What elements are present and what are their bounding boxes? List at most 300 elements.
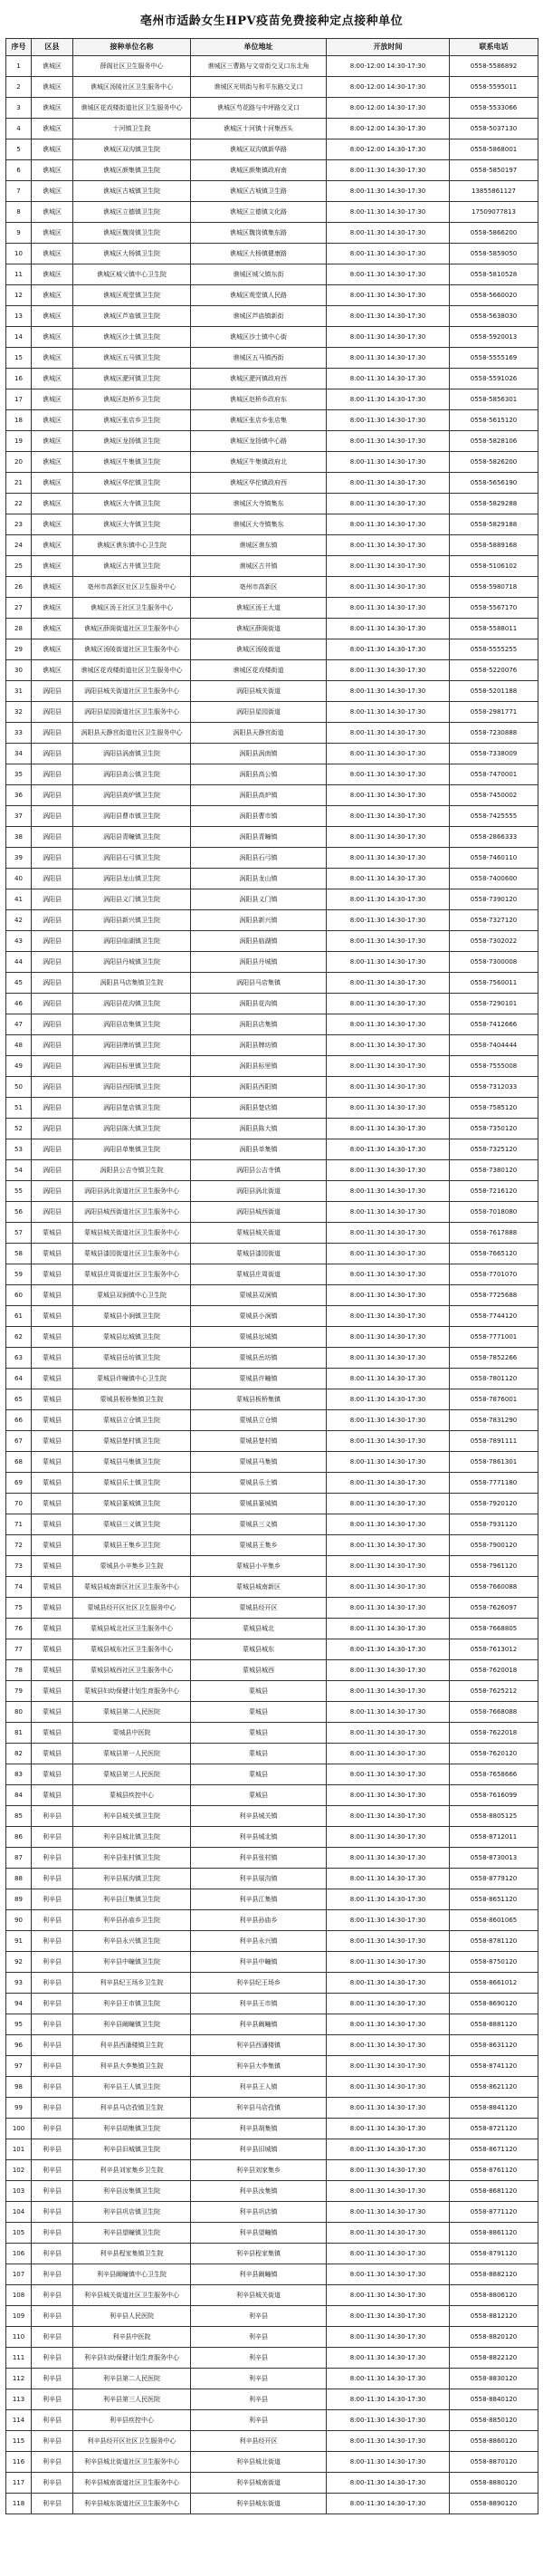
cell-phone: 0558-7626097 [450,1598,538,1619]
cell-address: 利辛县孙庙乡 [191,1910,327,1931]
cell-district: 谯城区 [32,410,73,431]
cell-address: 谯城区薛阁街道 [191,619,327,639]
cell-phone: 0558-7460110 [450,848,538,869]
cell-index: 15 [6,348,32,369]
cell-phone: 0558-7831290 [450,1410,538,1431]
cell-district: 涡阳县 [32,1160,73,1181]
cell-phone: 0558-7771001 [450,1327,538,1348]
cell-site-name: 涡阳县花沟镇卫生院 [73,994,191,1014]
cell-address: 涡阳县涡南镇 [191,744,327,764]
cell-site-name: 利辛县第二人民医院 [73,2369,191,2389]
cell-district: 谯城区 [32,139,73,160]
table-row [6,1556,538,1577]
cell-site-name: 谯城区花戏楼街道社区卫生服务中心 [73,660,191,681]
cell-address: 利辛县刘家集乡 [191,2160,327,2181]
cell-district: 蒙城县 [32,1556,73,1577]
cell-index: 96 [6,2035,32,2056]
table-row [6,931,538,952]
cell-index: 53 [6,1139,32,1160]
column-header-district: 区县 [32,39,73,56]
cell-site-name: 谯城区赵桥乡卫生院 [73,389,191,410]
cell-phone: 0558-8771120 [450,2202,538,2223]
cell-phone: 0558-2981771 [450,702,538,723]
cell-site-name: 谯城区城父镇中心卫生院 [73,264,191,285]
cell-address: 涡阳县青疃镇 [191,827,327,848]
cell-hours: 8:00-11:30 14:30-17:30 [327,431,450,452]
table-row [6,2431,538,2452]
table-row [6,264,538,285]
cell-index: 41 [6,889,32,910]
table-row [6,160,538,181]
cell-district: 蒙城县 [32,1598,73,1619]
cell-site-name: 涡阳县曹市镇卫生院 [73,806,191,827]
cell-site-name: 涡阳县龙山镇卫生院 [73,869,191,889]
cell-index: 20 [6,452,32,473]
table-row [6,952,538,973]
cell-hours: 8:00-11:30 14:30-17:30 [327,2035,450,2056]
cell-site-name: 蒙城县城西社区卫生服务中心 [73,1660,191,1681]
table-row [6,1139,538,1160]
column-header-address: 单位地址 [191,39,327,56]
cell-address: 谯城区汤陵街道 [191,639,327,660]
table-row [6,1744,538,1764]
cell-hours: 8:00-11:30 14:30-17:30 [327,869,450,889]
cell-phone: 0558-8841120 [450,2098,538,2119]
cell-hours: 8:00-11:30 14:30-17:30 [327,1785,450,1806]
cell-hours: 8:00-11:30 14:30-17:30 [327,348,450,369]
cell-district: 蒙城县 [32,1389,73,1410]
cell-hours: 8:00-11:30 14:30-17:30 [327,1577,450,1598]
cell-phone: 0558-7327120 [450,910,538,931]
cell-site-name: 涡阳县马店集镇卫生院 [73,973,191,994]
cell-hours: 8:00-11:30 14:30-17:30 [327,2139,450,2160]
cell-site-name: 蒙城县城南新区社区卫生服务中心 [73,1577,191,1598]
cell-district: 涡阳县 [32,889,73,910]
cell-district: 谯城区 [32,660,73,681]
cell-address: 利辛县 [191,2306,327,2327]
cell-phone: 0558-8681120 [450,2181,538,2202]
table-row [6,1994,538,2014]
cell-index: 21 [6,473,32,494]
cell-phone: 0558-7725688 [450,1285,538,1306]
table-row [6,1889,538,1910]
table-row [6,1389,538,1410]
cell-address: 利辛县汝集镇 [191,2181,327,2202]
cell-district: 利辛县 [32,2139,73,2160]
cell-index: 68 [6,1452,32,1473]
cell-address: 谯城区城父镇东街 [191,264,327,285]
cell-district: 涡阳县 [32,994,73,1014]
cell-phone: 0558-8651120 [450,1889,538,1910]
cell-district: 蒙城县 [32,1744,73,1764]
cell-address: 蒙城县庄周街道 [191,1264,327,1285]
cell-district: 蒙城县 [32,1306,73,1327]
cell-index: 28 [6,619,32,639]
cell-phone: 0558-5220076 [450,660,538,681]
cell-district: 利辛县 [32,2244,73,2264]
cell-hours: 8:00-11:30 14:30-17:30 [327,1431,450,1452]
cell-hours: 8:00-11:30 14:30-17:30 [327,1994,450,2014]
table-row [6,2306,538,2327]
cell-district: 涡阳县 [32,910,73,931]
cell-phone: 0558-7312033 [450,1077,538,1098]
cell-address: 蒙城县马集镇 [191,1452,327,1473]
cell-district: 谯城区 [32,77,73,98]
cell-phone: 0558-7876001 [450,1389,538,1410]
cell-index: 99 [6,2098,32,2119]
cell-index: 91 [6,1931,32,1952]
cell-address: 利辛县中疃镇 [191,1952,327,1973]
cell-index: 1 [6,56,32,77]
cell-address: 谯城区龙扬镇中心路 [191,431,327,452]
cell-site-name: 谯城区薛阁街道社区卫生服务中心 [73,619,191,639]
cell-site-name: 利辛县纪王场乡卫生院 [73,1973,191,1994]
cell-site-name: 利辛县城北街道社区卫生服务中心 [73,2452,191,2473]
cell-phone: 0558-5588011 [450,619,538,639]
table-row [6,306,538,327]
column-header-hours: 开放时间 [327,39,450,56]
cell-index: 87 [6,1848,32,1869]
cell-index: 105 [6,2223,32,2244]
table-row [6,619,538,639]
table-row [6,2264,538,2285]
cell-index: 42 [6,910,32,931]
cell-district: 蒙城县 [32,1473,73,1494]
cell-phone: 0558-8671120 [450,2139,538,2160]
cell-phone: 0558-7701070 [450,1264,538,1285]
cell-phone: 0558-5828106 [450,431,538,452]
cell-address: 涡阳县高炉镇 [191,785,327,806]
cell-phone: 0558-7861301 [450,1452,538,1473]
cell-site-name: 利辛县大李集镇卫生院 [73,2056,191,2077]
cell-index: 80 [6,1702,32,1723]
cell-index: 114 [6,2410,32,2431]
cell-index: 81 [6,1723,32,1744]
cell-phone: 0558-7290101 [450,994,538,1014]
cell-hours: 8:00-11:30 14:30-17:30 [327,910,450,931]
cell-index: 54 [6,1160,32,1181]
cell-hours: 8:00-11:30 14:30-17:30 [327,160,450,181]
cell-index: 48 [6,1035,32,1056]
cell-district: 利辛县 [32,2056,73,2077]
cell-address: 涡阳县丹城镇 [191,952,327,973]
cell-index: 32 [6,702,32,723]
cell-site-name: 蒙城县经开区社区卫生服务中心 [73,1598,191,1619]
cell-phone: 0558-7230888 [450,723,538,744]
cell-address: 谯城区沙土镇中心街 [191,327,327,348]
cell-phone: 0558-5555255 [450,639,538,660]
cell-site-name: 涡阳县牌坊镇卫生院 [73,1035,191,1056]
table-row [6,2473,538,2494]
table-row [6,119,538,139]
cell-site-name: 涡阳县新兴镇卫生院 [73,910,191,931]
cell-phone: 0558-5829288 [450,494,538,514]
cell-site-name: 谯城区大寺镇卫生院 [73,514,191,535]
table-row [6,994,538,1014]
table-row [6,764,538,785]
cell-hours: 8:00-11:30 14:30-17:30 [327,1869,450,1889]
cell-district: 涡阳县 [32,1181,73,1202]
cell-site-name: 亳州市高新区社区卫生服务中心 [73,577,191,598]
cell-index: 115 [6,2431,32,2452]
cell-index: 9 [6,223,32,244]
cell-phone: 0558-5533066 [450,98,538,119]
cell-hours: 8:00-11:30 14:30-17:30 [327,1494,450,1514]
cell-site-name: 蒙城县疾控中心 [73,1785,191,1806]
cell-site-name: 利辛县第三人民医院 [73,2389,191,2410]
cell-index: 66 [6,1410,32,1431]
cell-district: 蒙城县 [32,1577,73,1598]
cell-phone: 0558-7560011 [450,973,538,994]
cell-phone: 0558-7744120 [450,1306,538,1327]
cell-index: 71 [6,1514,32,1535]
cell-address: 涡阳县楚店镇 [191,1098,327,1119]
cell-hours: 8:00-11:30 14:30-17:30 [327,1389,450,1410]
table-row [6,723,538,744]
cell-district: 蒙城县 [32,1785,73,1806]
cell-district: 利辛县 [32,1910,73,1931]
cell-index: 90 [6,1910,32,1931]
cell-district: 谯城区 [32,389,73,410]
table-row [6,1056,538,1077]
table-row [6,1223,538,1244]
cell-address: 利辛县王人镇 [191,2077,327,2098]
cell-district: 利辛县 [32,2431,73,2452]
cell-index: 31 [6,681,32,702]
cell-hours: 8:00-11:30 14:30-17:30 [327,556,450,577]
cell-district: 谯城区 [32,264,73,285]
cell-site-name: 涡阳县城西街道社区卫生服务中心 [73,1202,191,1223]
cell-index: 79 [6,1681,32,1702]
cell-address: 涡阳县星园街道 [191,702,327,723]
cell-index: 27 [6,598,32,619]
cell-district: 利辛县 [32,1952,73,1973]
table-row [6,98,538,119]
table-row [6,1181,538,1202]
cell-phone: 0558-7390120 [450,889,538,910]
table-row [6,56,538,77]
cell-index: 85 [6,1806,32,1827]
cell-phone: 0558-5615120 [450,410,538,431]
cell-hours: 8:00-11:30 14:30-17:30 [327,681,450,702]
table-row [6,889,538,910]
cell-district: 谯城区 [32,306,73,327]
cell-phone: 0558-8881120 [450,2014,538,2035]
cell-hours: 8:00-11:30 14:30-17:30 [327,2306,450,2327]
cell-hours: 8:00-11:30 14:30-17:30 [327,1014,450,1035]
cell-address: 蒙城县三义镇 [191,1514,327,1535]
cell-phone: 0558-7325120 [450,1139,538,1160]
cell-district: 谯城区 [32,598,73,619]
cell-phone: 0558-2866333 [450,827,538,848]
cell-district: 利辛县 [32,2369,73,2389]
cell-site-name: 利辛县经开区社区卫生服务中心 [73,2431,191,2452]
cell-site-name: 谯城区淝河镇卫生院 [73,369,191,389]
cell-district: 谯城区 [32,181,73,202]
cell-district: 涡阳县 [32,1098,73,1119]
cell-phone: 0558-7617888 [450,1223,538,1244]
cell-index: 72 [6,1535,32,1556]
cell-address: 蒙城县 [191,1702,327,1723]
cell-phone: 0558-8781120 [450,1931,538,1952]
cell-phone: 0558-8741120 [450,2056,538,2077]
cell-index: 104 [6,2202,32,2223]
cell-hours: 8:00-11:30 14:30-17:30 [327,1619,450,1639]
cell-index: 88 [6,1869,32,1889]
cell-address: 涡阳县高公镇 [191,764,327,785]
cell-address: 蒙城县许疃镇 [191,1369,327,1389]
cell-hours: 8:00-11:30 14:30-17:30 [327,2389,450,2410]
table-row [6,1785,538,1806]
cell-index: 13 [6,306,32,327]
cell-site-name: 利辛县马店孜镇卫生院 [73,2098,191,2119]
cell-district: 谯城区 [32,327,73,348]
table-row [6,1660,538,1681]
cell-hours: 8:00-11:30 14:30-17:30 [327,2327,450,2348]
table-row [6,744,538,764]
cell-address: 谯城区大寺镇集东 [191,514,327,535]
cell-phone: 0558-8730013 [450,1848,538,1869]
cell-index: 89 [6,1889,32,1910]
table-row [6,202,538,223]
cell-index: 33 [6,723,32,744]
cell-site-name: 涡阳县义门镇卫生院 [73,889,191,910]
cell-phone: 0558-7302022 [450,931,538,952]
cell-address: 涡阳县曹市镇 [191,806,327,827]
table-row [6,2119,538,2139]
cell-district: 谯城区 [32,473,73,494]
table-row [6,2244,538,2264]
cell-phone: 0558-7620120 [450,1744,538,1764]
cell-index: 39 [6,848,32,869]
column-header-site-name: 接种单位名称 [73,39,191,56]
cell-index: 40 [6,869,32,889]
table-row [6,535,538,556]
cell-site-name: 蒙城县三义镇卫生院 [73,1514,191,1535]
table-row [6,1952,538,1973]
table-row [6,1577,538,1598]
cell-phone: 0558-5201188 [450,681,538,702]
cell-district: 谯城区 [32,223,73,244]
cell-hours: 8:00-11:30 14:30-17:30 [327,2202,450,2223]
cell-phone: 0558-7450002 [450,785,538,806]
cell-district: 蒙城县 [32,1327,73,1348]
cell-index: 65 [6,1389,32,1410]
table-row [6,1035,538,1056]
cell-hours: 8:00-11:30 14:30-17:30 [327,244,450,264]
cell-phone: 0558-7555008 [450,1056,538,1077]
cell-address: 利辛县城北镇 [191,1827,327,1848]
cell-index: 16 [6,369,32,389]
cell-district: 谯城区 [32,202,73,223]
cell-index: 12 [6,285,32,306]
cell-site-name: 蒙城县城北社区卫生服务中心 [73,1619,191,1639]
cell-phone: 0558-7613012 [450,1639,538,1660]
cell-hours: 8:00-11:30 14:30-17:30 [327,2119,450,2139]
cell-hours: 8:00-11:30 14:30-17:30 [327,1119,450,1139]
cell-address: 谯城区光明街与和平东路交叉口 [191,77,327,98]
cell-hours: 8:00-11:30 14:30-17:30 [327,744,450,764]
cell-phone: 0558-8661012 [450,1973,538,1994]
cell-site-name: 蒙城县乐土镇卫生院 [73,1473,191,1494]
table-row [6,848,538,869]
cell-address: 利辛县城北街道 [191,2452,327,2473]
cell-hours: 8:00-11:30 14:30-17:30 [327,2223,450,2244]
cell-district: 涡阳县 [32,1035,73,1056]
cell-address: 谯城区芦庙镇新街 [191,306,327,327]
cell-hours: 8:00-11:30 14:30-17:30 [327,889,450,910]
cell-district: 谯城区 [32,244,73,264]
cell-site-name: 涡阳县丹城镇卫生院 [73,952,191,973]
cell-index: 23 [6,514,32,535]
cell-index: 98 [6,2077,32,2098]
table-row [6,473,538,494]
cell-phone: 0558-5555169 [450,348,538,369]
cell-address: 涡阳县城西街道 [191,1202,327,1223]
cell-district: 蒙城县 [32,1431,73,1452]
cell-index: 58 [6,1244,32,1264]
table-row [6,244,538,264]
cell-phone: 0558-8721120 [450,2119,538,2139]
cell-hours: 8:00-11:30 14:30-17:30 [327,223,450,244]
cell-site-name: 利辛县西潘楼镇卫生院 [73,2035,191,2056]
cell-address: 谯城区双沟镇新华路 [191,139,327,160]
cell-hours: 8:00-11:30 14:30-17:30 [327,1369,450,1389]
cell-phone: 0558-7668805 [450,1619,538,1639]
table-row [6,2139,538,2160]
table-row [6,1639,538,1660]
cell-district: 蒙城县 [32,1452,73,1473]
table-row [6,1098,538,1119]
cell-index: 29 [6,639,32,660]
cell-site-name: 蒙城县王集乡卫生院 [73,1535,191,1556]
cell-address: 蒙城县板桥集镇 [191,1389,327,1410]
cell-hours: 8:00-12:00 14:30-17:30 [327,119,450,139]
cell-district: 蒙城县 [32,1264,73,1285]
cell-phone: 0558-5595011 [450,77,538,98]
cell-phone: 0558-7961120 [450,1556,538,1577]
cell-district: 蒙城县 [32,1660,73,1681]
cell-phone: 0558-7625212 [450,1681,538,1702]
cell-index: 25 [6,556,32,577]
cell-site-name: 谯城区五马镇卫生院 [73,348,191,369]
cell-district: 蒙城县 [32,1702,73,1723]
cell-site-name: 蒙城县立仓镇卫生院 [73,1410,191,1431]
cell-index: 3 [6,98,32,119]
cell-hours: 8:00-11:30 14:30-17:30 [327,2181,450,2202]
cell-site-name: 蒙城县城关街道社区卫生服务中心 [73,1223,191,1244]
cell-district: 蒙城县 [32,1681,73,1702]
cell-address: 蒙城县小辛集乡 [191,1556,327,1577]
table-row [6,1306,538,1327]
cell-address: 谯城区谯东镇 [191,535,327,556]
cell-phone: 0558-8850120 [450,2410,538,2431]
cell-site-name: 利辛县中疃镇卫生院 [73,1952,191,1973]
cell-hours: 8:00-11:30 14:30-17:30 [327,2264,450,2285]
table-row [6,1931,538,1952]
table-row [6,1848,538,1869]
table-row [6,1494,538,1514]
cell-index: 22 [6,494,32,514]
cell-hours: 8:00-11:30 14:30-17:30 [327,619,450,639]
cell-index: 116 [6,2452,32,2473]
cell-district: 涡阳县 [32,952,73,973]
cell-district: 谯城区 [32,348,73,369]
cell-phone: 0558-7931120 [450,1514,538,1535]
table-row [6,1077,538,1098]
cell-site-name: 蒙城县中医院 [73,1723,191,1744]
table-row [6,431,538,452]
